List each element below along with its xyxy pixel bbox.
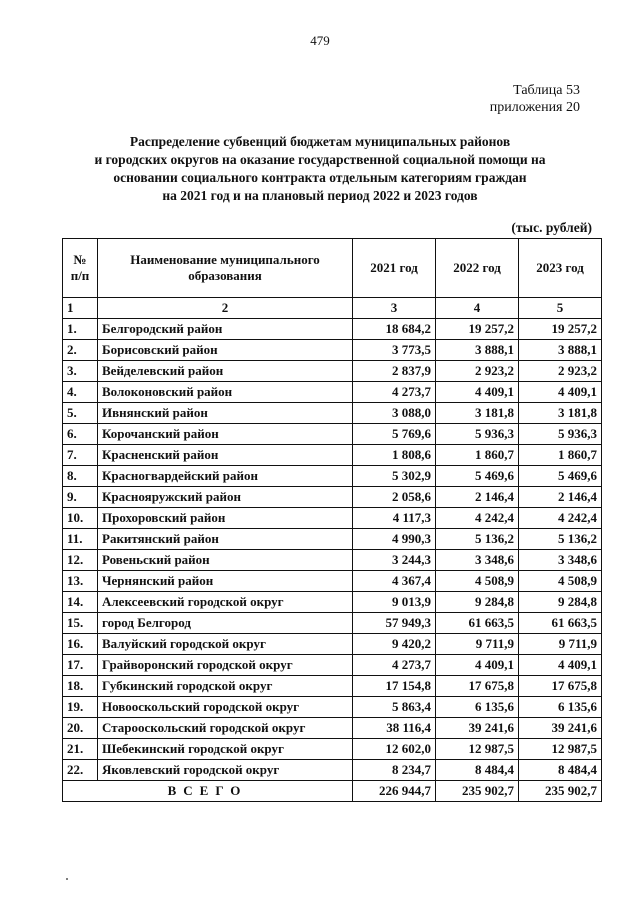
table-row xyxy=(63,718,602,739)
value-2022: 5 469,6 xyxy=(436,466,519,487)
row-number: 19. xyxy=(63,697,98,718)
title-line3: основании социального контракта отдельным категориям граждан xyxy=(113,170,527,185)
document-title xyxy=(40,133,600,205)
row-number: 17. xyxy=(63,655,98,676)
table-row xyxy=(63,634,602,655)
value-2021: 3 088,0 xyxy=(353,403,436,424)
value-2021: 3 244,3 xyxy=(353,550,436,571)
value-2023: 4 409,1 xyxy=(519,382,602,403)
row-number: 5. xyxy=(63,403,98,424)
table-row xyxy=(63,319,602,340)
total-2023: 235 902,7 xyxy=(519,781,602,802)
municipality-name: Ровеньский район xyxy=(98,550,353,571)
value-2023: 5 469,6 xyxy=(519,466,602,487)
municipality-name: Прохоровский район xyxy=(98,508,353,529)
value-2021: 4 367,4 xyxy=(353,571,436,592)
value-2023: 39 241,6 xyxy=(519,718,602,739)
index-cell: 5 xyxy=(519,298,602,319)
value-2023: 8 484,4 xyxy=(519,760,602,781)
value-2021: 17 154,8 xyxy=(353,676,436,697)
table-row xyxy=(63,361,602,382)
value-2021: 5 769,6 xyxy=(353,424,436,445)
value-2021: 5 302,9 xyxy=(353,466,436,487)
value-2023: 6 135,6 xyxy=(519,697,602,718)
table-row xyxy=(63,739,602,760)
table-row xyxy=(63,655,602,676)
value-2023: 5 936,3 xyxy=(519,424,602,445)
value-2023: 4 508,9 xyxy=(519,571,602,592)
value-2021: 57 949,3 xyxy=(353,613,436,634)
table-row xyxy=(63,529,602,550)
row-number: 2. xyxy=(63,340,98,361)
value-2023: 5 136,2 xyxy=(519,529,602,550)
value-2022: 4 409,1 xyxy=(436,382,519,403)
municipality-name: Чернянский район xyxy=(98,571,353,592)
value-2023: 12 987,5 xyxy=(519,739,602,760)
table-row xyxy=(63,466,602,487)
value-2022: 1 860,7 xyxy=(436,445,519,466)
header-num: № п/п xyxy=(63,239,98,298)
value-2021: 8 234,7 xyxy=(353,760,436,781)
value-2023: 3 888,1 xyxy=(519,340,602,361)
value-2021: 18 684,2 xyxy=(353,319,436,340)
table-row xyxy=(63,592,602,613)
value-2023: 9 711,9 xyxy=(519,634,602,655)
municipality-name: Старооскольский городской округ xyxy=(98,718,353,739)
value-2023: 61 663,5 xyxy=(519,613,602,634)
table-row xyxy=(63,424,602,445)
value-2022: 12 987,5 xyxy=(436,739,519,760)
scan-speck xyxy=(66,878,68,880)
value-2022: 3 888,1 xyxy=(436,340,519,361)
row-number: 22. xyxy=(63,760,98,781)
row-number: 18. xyxy=(63,676,98,697)
value-2023: 3 348,6 xyxy=(519,550,602,571)
row-number: 12. xyxy=(63,550,98,571)
value-2022: 9 284,8 xyxy=(436,592,519,613)
table-row xyxy=(63,760,602,781)
value-2021: 4 990,3 xyxy=(353,529,436,550)
table-row xyxy=(63,403,602,424)
value-2021: 9 013,9 xyxy=(353,592,436,613)
municipality-name: Яковлевский городской округ xyxy=(98,760,353,781)
total-2021: 226 944,7 xyxy=(353,781,436,802)
value-2021: 4 273,7 xyxy=(353,655,436,676)
index-cell: 4 xyxy=(436,298,519,319)
municipality-name: Краснояружский район xyxy=(98,487,353,508)
table-ref-line2: приложения 20 xyxy=(489,100,580,115)
value-2022: 39 241,6 xyxy=(436,718,519,739)
column-index-row xyxy=(63,298,602,319)
value-2022: 5 136,2 xyxy=(436,529,519,550)
header-2023: 2023 год xyxy=(519,239,602,298)
row-number: 4. xyxy=(63,382,98,403)
units-label: (тыс. рублей) xyxy=(511,220,592,235)
value-2021: 4 117,3 xyxy=(353,508,436,529)
row-number: 7. xyxy=(63,445,98,466)
table-row xyxy=(63,340,602,361)
value-2022: 3 181,8 xyxy=(436,403,519,424)
value-2023: 9 284,8 xyxy=(519,592,602,613)
total-label: ВСЕГО xyxy=(63,781,353,802)
value-2021: 5 863,4 xyxy=(353,697,436,718)
index-cell: 3 xyxy=(353,298,436,319)
value-2021: 2 837,9 xyxy=(353,361,436,382)
municipality-name: Губкинский городской округ xyxy=(98,676,353,697)
table-row xyxy=(63,508,602,529)
value-2022: 4 409,1 xyxy=(436,655,519,676)
total-2022: 235 902,7 xyxy=(436,781,519,802)
row-number: 8. xyxy=(63,466,98,487)
value-2022: 2 146,4 xyxy=(436,487,519,508)
row-number: 16. xyxy=(63,634,98,655)
value-2023: 4 409,1 xyxy=(519,655,602,676)
title-line4: на 2021 год и на плановый период 2022 и 2023 годов xyxy=(162,188,478,203)
value-2021: 9 420,2 xyxy=(353,634,436,655)
index-cell: 1 xyxy=(63,298,98,319)
municipality-name: Борисовский район xyxy=(98,340,353,361)
table-row xyxy=(63,445,602,466)
table-ref-line1: Таблица 53 xyxy=(513,83,580,98)
value-2021: 3 773,5 xyxy=(353,340,436,361)
title-line2: и городских округов на оказание государственной социальной помощи на xyxy=(94,152,546,167)
municipality-name: Красненский район xyxy=(98,445,353,466)
municipality-name: Алексеевский городской округ xyxy=(98,592,353,613)
row-number: 3. xyxy=(63,361,98,382)
table-header-row xyxy=(63,239,602,298)
value-2022: 6 135,6 xyxy=(436,697,519,718)
total-row xyxy=(63,781,602,802)
municipality-name: Корочанский район xyxy=(98,424,353,445)
table-row xyxy=(63,550,602,571)
value-2023: 4 242,4 xyxy=(519,508,602,529)
subsidy-table xyxy=(62,238,602,802)
municipality-name: Красногвардейский район xyxy=(98,466,353,487)
value-2021: 1 808,6 xyxy=(353,445,436,466)
municipality-name: Вейделевский район xyxy=(98,361,353,382)
municipality-name: Ивнянский район xyxy=(98,403,353,424)
row-number: 13. xyxy=(63,571,98,592)
row-number: 21. xyxy=(63,739,98,760)
municipality-name: Новооскольский городской округ xyxy=(98,697,353,718)
municipality-name: Шебекинский городской округ xyxy=(98,739,353,760)
value-2021: 12 602,0 xyxy=(353,739,436,760)
table-row xyxy=(63,676,602,697)
table-row xyxy=(63,571,602,592)
value-2023: 2 923,2 xyxy=(519,361,602,382)
value-2022: 9 711,9 xyxy=(436,634,519,655)
table-row xyxy=(63,487,602,508)
municipality-name: Ракитянский район xyxy=(98,529,353,550)
value-2023: 3 181,8 xyxy=(519,403,602,424)
row-number: 6. xyxy=(63,424,98,445)
table-row xyxy=(63,382,602,403)
municipality-name: Грайворонский городской округ xyxy=(98,655,353,676)
value-2022: 17 675,8 xyxy=(436,676,519,697)
value-2022: 5 936,3 xyxy=(436,424,519,445)
municipality-name: Белгородский район xyxy=(98,319,353,340)
value-2023: 2 146,4 xyxy=(519,487,602,508)
header-name: Наименование муниципального образования xyxy=(98,239,353,298)
value-2022: 8 484,4 xyxy=(436,760,519,781)
row-number: 14. xyxy=(63,592,98,613)
header-2021: 2021 год xyxy=(353,239,436,298)
value-2022: 19 257,2 xyxy=(436,319,519,340)
value-2021: 38 116,4 xyxy=(353,718,436,739)
value-2022: 4 242,4 xyxy=(436,508,519,529)
value-2022: 61 663,5 xyxy=(436,613,519,634)
title-line1: Распределение субвенций бюджетам муниципальных районов xyxy=(129,134,511,149)
row-number: 11. xyxy=(63,529,98,550)
table-row xyxy=(63,613,602,634)
value-2021: 2 058,6 xyxy=(353,487,436,508)
row-number: 10. xyxy=(63,508,98,529)
value-2021: 4 273,7 xyxy=(353,382,436,403)
value-2023: 19 257,2 xyxy=(519,319,602,340)
table-reference xyxy=(490,82,580,116)
index-cell: 2 xyxy=(98,298,353,319)
value-2022: 3 348,6 xyxy=(436,550,519,571)
municipality-name: город Белгород xyxy=(98,613,353,634)
table-row xyxy=(63,697,602,718)
row-number: 9. xyxy=(63,487,98,508)
municipality-name: Валуйский городской округ xyxy=(98,634,353,655)
header-2022: 2022 год xyxy=(436,239,519,298)
municipality-name: Волоконовский район xyxy=(98,382,353,403)
row-number: 20. xyxy=(63,718,98,739)
page-number: 479 xyxy=(310,33,330,48)
row-number: 15. xyxy=(63,613,98,634)
value-2022: 4 508,9 xyxy=(436,571,519,592)
value-2023: 1 860,7 xyxy=(519,445,602,466)
value-2022: 2 923,2 xyxy=(436,361,519,382)
value-2023: 17 675,8 xyxy=(519,676,602,697)
row-number: 1. xyxy=(63,319,98,340)
